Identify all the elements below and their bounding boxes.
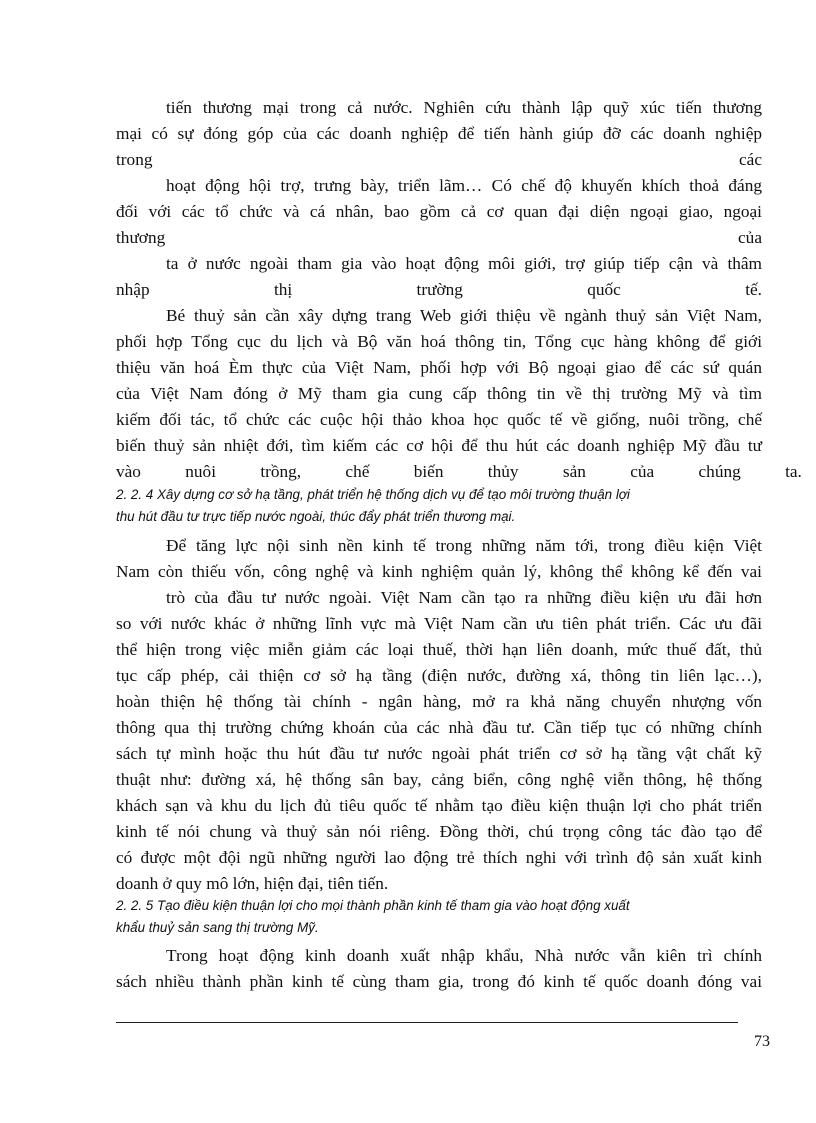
text-line: kinh tế nói chung và thuỷ sản nói riêng. Đồng thời, chú trọng công tác đào tạo để bbox=[116, 822, 762, 841]
text-line: so với nước khác ở những lĩnh vực mà Việt Nam cần ưu tiên phát triển. Các ưu đãi bbox=[116, 614, 762, 633]
text-line: nhập thị trường quốc tế. bbox=[116, 280, 762, 299]
text-line: mại có sự đóng góp của các doanh nghiệp để tiến hành giúp đỡ các doanh nghiệp bbox=[116, 124, 762, 143]
text-line: của Việt Nam đóng ở Mỹ tham gia cung cấp thông tin về thị trường Mỹ và tìm bbox=[116, 384, 762, 403]
footer-divider bbox=[116, 1022, 738, 1023]
text-line: khách sạn và khu du lịch đủ tiêu quốc tế nhằm tạo điều kiện thuận lợi cho phát triển bbox=[116, 796, 762, 815]
text-line: trò của đầu tư nước ngoài. Việt Nam cần tạo ra những điều kiện ưu đãi hơn bbox=[166, 588, 762, 607]
text-line: Bé thuỷ sản cần xây dựng trang Web giới thiệu về ngành thuỷ sản Việt Nam, bbox=[166, 306, 762, 325]
text-line: kiếm đối tác, tổ chức các cuộc hội thảo khoa học quốc tế về giống, nuôi trồng, chế bbox=[116, 410, 762, 429]
text-line: Để tăng lực nội sinh nền kinh tế trong những năm tới, trong điều kiện Việt bbox=[166, 536, 762, 555]
text-line: sách tự mình hoặc thu hút đầu tư nước ngoài phát triển cơ sở hạ tầng vật chất kỹ bbox=[116, 744, 762, 763]
text-line: thương của bbox=[116, 228, 762, 247]
text-line: sách nhiều thành phần kinh tế cùng tham gia, trong đó kinh tế quốc doanh đóng vai bbox=[116, 972, 762, 991]
text-line: biến thuỷ sản nhiệt đới, tìm kiếm các cơ hội để thu hút các doanh nghiệp Mỹ đầu tư bbox=[116, 436, 762, 455]
text-line: hoạt động hội trợ, trưng bày, triển lãm… Có chế độ khuyến khích thoả đáng bbox=[166, 176, 762, 195]
text-line: thông qua thị trường chứng khoán của các nhà đầu tư. Cần tiếp tục có những chính bbox=[116, 718, 762, 737]
text-line: đối với các tổ chức và cá nhân, bao gồm cả cơ quan đại diện ngoại giao, ngoại bbox=[116, 202, 762, 221]
text-line: Trong hoạt động kinh doanh xuất nhập khẩu, Nhà nước vẫn kiên trì chính bbox=[166, 946, 762, 965]
text-line: trong các bbox=[116, 150, 762, 169]
text-line: thuật như: đường xá, hệ thống sân bay, cảng biển, công nghệ viễn thông, hệ thống bbox=[116, 770, 762, 789]
section-heading-2-2-5: 2. 2. 5 Tạo điều kiện thuận lợi cho mọi thành phần kinh tế tham gia vào hoạt động xuất bbox=[116, 898, 630, 913]
section-heading-2-2-4-cont: thu hút đầu tư trực tiếp nước ngoài, thúc đẩy phát triển thương mại. bbox=[116, 509, 516, 524]
text-line: Nam còn thiếu vốn, công nghệ và kinh nghiệm quản lý, không thể không kể đến vai bbox=[116, 562, 762, 581]
text-line: vào nuôi trồng, chế biến thủy sản của chúng ta. bbox=[116, 462, 802, 481]
section-heading-2-2-5-cont: khẩu thuỷ sản sang thị trường Mỹ. bbox=[116, 920, 319, 935]
text-line: thể hiện trong việc miễn giảm các loại thuế, thời hạn liên doanh, mức thuế đất, thủ bbox=[116, 640, 762, 659]
text-line: thiệu văn hoá Èm thực của Việt Nam, phối hợp với Bộ ngoại giao để các sứ quán bbox=[116, 358, 762, 377]
text-line: hoàn thiện hệ thống tài chính - ngân hàng, mở ra khả năng chuyển nhượng vốn bbox=[116, 692, 762, 711]
text-line: tục cấp phép, cải thiện cơ sở hạ tầng (điện nước, đường xá, thông tin liên lạc…), bbox=[116, 666, 762, 685]
text-line: có được một đội ngũ những người lao động trẻ thích nghi với trình độ sản xuất kinh bbox=[116, 848, 762, 867]
page-number: 73 bbox=[754, 1033, 770, 1050]
text-line: tiến thương mại trong cả nước. Nghiên cứu thành lập quỹ xúc tiến thương bbox=[166, 98, 762, 117]
text-line: phối hợp Tổng cục du lịch và Bộ văn hoá thông tin, Tổng cục hàng không để giới bbox=[116, 332, 762, 351]
text-line: ta ở nước ngoài tham gia vào hoạt động môi giới, trợ giúp tiếp cận và thâm bbox=[166, 254, 762, 273]
section-heading-2-2-4: 2. 2. 4 Xây dựng cơ sở hạ tầng, phát triển hệ thống dịch vụ để tạo môi trường thuận lợi bbox=[116, 487, 630, 502]
text-line: doanh ở quy mô lớn, hiện đại, tiên tiến. bbox=[116, 874, 389, 893]
